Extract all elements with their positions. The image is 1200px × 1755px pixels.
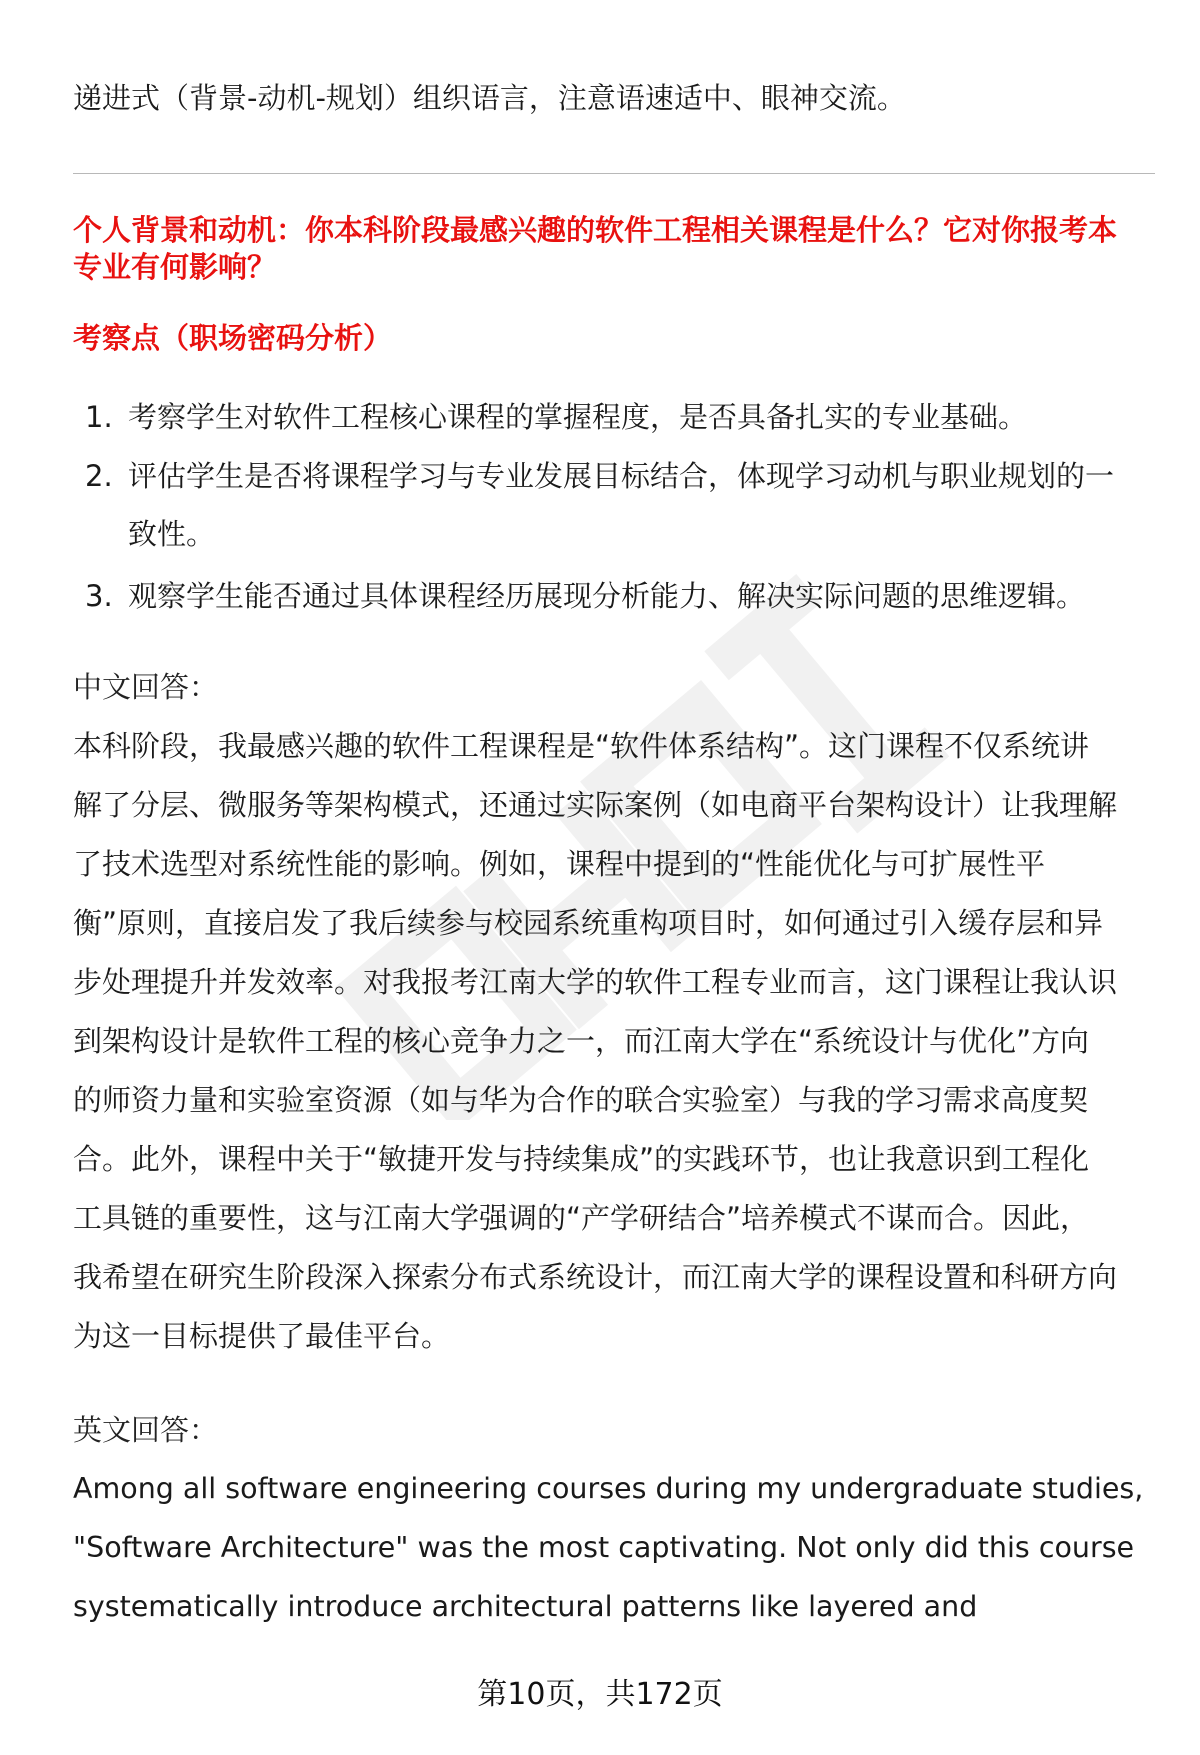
list-number: 2. <box>85 459 113 493</box>
question-line-2: 专业有何影响？ <box>73 250 277 284</box>
chinese-answer-line: 步处理提升并发效率。对我报考江南大学的软件工程专业而言，这门课程让我认识 <box>73 965 1118 999</box>
chinese-answer-line: 本科阶段，我最感兴趣的软件工程课程是“软件体系结构”。这门课程不仅系统讲 <box>73 729 1090 763</box>
list-text: 评估学生是否将课程学习与专业发展目标结合，体现学习动机与职业规划的一 <box>128 459 1115 493</box>
chinese-answer-line: 工具链的重要性，这与江南大学强调的“产学研结合”培养模式不谋而合。因此， <box>73 1201 1090 1235</box>
list-number: 3. <box>85 579 113 613</box>
chinese-answer-label: 中文回答： <box>73 670 219 704</box>
exam-points-heading: 考察点（职场密码分析） <box>73 321 393 355</box>
intro-line: 递进式（背景-动机-规划）组织语言，注意语速适中、眼神交流。 <box>73 81 906 115</box>
question-line-1: 个人背景和动机：你本科阶段最感兴趣的软件工程相关课程是什么？它对你报考本 <box>73 213 1118 247</box>
chinese-answer-line: 合。此外，课程中关于“敏捷开发与持续集成”的实践环节，也让我意识到工程化 <box>73 1142 1090 1176</box>
list-text: 观察学生能否通过具体课程经历展现分析能力、解决实际问题的思维逻辑。 <box>128 579 1086 613</box>
list-number: 1. <box>85 400 113 434</box>
chinese-answer-line: 了技术选型对系统性能的影响。例如，课程中提到的“性能优化与可扩展性平 <box>73 847 1046 881</box>
chinese-answer-line: 衡”原则，直接启发了我后续参与校园系统重构项目时，如何通过引入缓存层和异 <box>73 906 1104 940</box>
section-divider <box>73 173 1155 174</box>
list-text: 致性。 <box>128 517 216 551</box>
english-answer-line: systematically introduce architectural patterns like layered and <box>73 1590 978 1623</box>
chinese-answer-line: 到架构设计是软件工程的核心竞争力之一，而江南大学在“系统设计与优化”方向 <box>73 1024 1090 1058</box>
english-answer-line: "Software Architecture" was the most captivating. Not only did this course <box>73 1531 1135 1564</box>
list-text: 考察学生对软件工程核心课程的掌握程度，是否具备扎实的专业基础。 <box>128 400 1028 434</box>
chinese-answer-line: 解了分层、微服务等架构模式，还通过实际案例（如电商平台架构设计）让我理解 <box>73 788 1118 822</box>
english-answer-label: 英文回答： <box>73 1413 219 1447</box>
page-number-footer: 第10页，共172页 <box>477 1677 723 1712</box>
chinese-answer-line: 的师资力量和实验室资源（如与华为合作的联合实验室）与我的学习需求高度契 <box>73 1083 1089 1117</box>
chinese-answer-line: 我希望在研究生阶段深入探索分布式系统设计，而江南大学的课程设置和科研方向 <box>73 1260 1118 1294</box>
chinese-answer-line: 为这一目标提供了最佳平台。 <box>73 1319 451 1353</box>
english-answer-line: Among all software engineering courses during my undergraduate studies, <box>73 1472 1144 1505</box>
